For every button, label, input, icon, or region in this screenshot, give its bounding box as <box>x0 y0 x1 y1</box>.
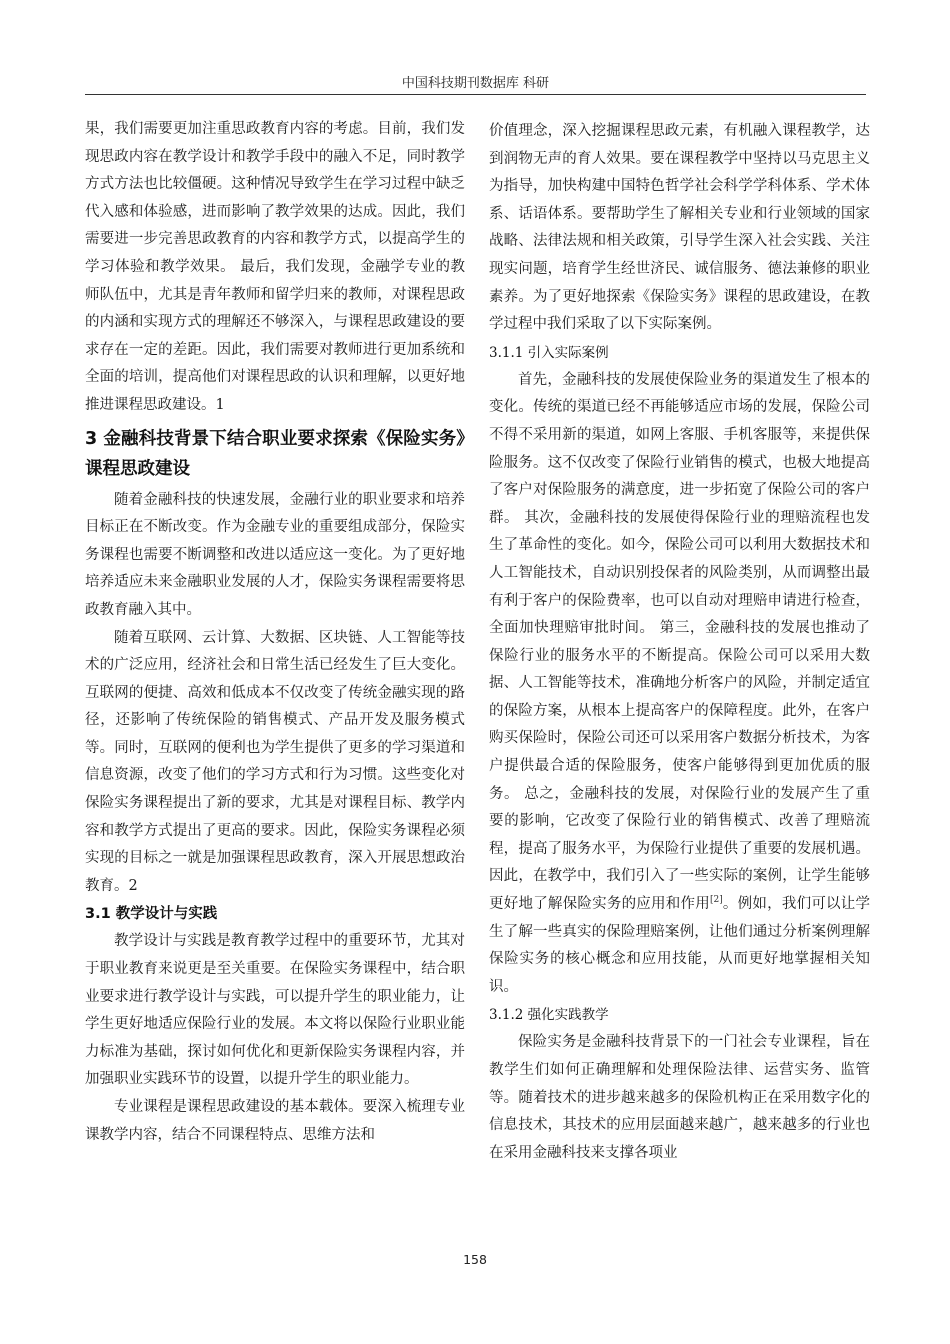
running-header: 中国科技期刊数据库 科研 <box>401 76 550 91</box>
citation-ref: [2] <box>709 895 723 906</box>
paragraph: 价值理念，深入挖掘课程思政元素，有机融入课程教学，达到润物无声的育人效果。要在课程教学中坚持以马克思主义为指导，加快构建中国特色哲学社会科学学科体系、学术体系、话语体系。要帮助学生了解相关专业和行业领域的国家战略、法律法规和相关政策，引导学生深入社会实践、关注现实问题，培育学生经世济民、诚信服务、德法兼修的职业素养。为了更好地探索《保险实务》课程的思政建设，在教学过程中我们采取了以下实际案例。 <box>489 123 870 333</box>
paragraph-text: 。例如，我们可以让学生了解一些真实的保险理赔案例，让他们通过分析案例理解保险实务的核心概念和应用技能，从而更好地掌握相关知识。 <box>489 896 871 995</box>
paragraph: 专业课程是课程思政建设的基本载体。要深入梳理专业课教学内容，结合不同课程特点、思维方法和 <box>85 1099 465 1143</box>
paragraph <box>489 367 870 1002</box>
paragraph: 随着互联网、云计算、大数据、区块链、人工智能等技术的广泛应用，经济社会和日常生活已经发生了巨大变化。互联网的便捷、高效和低成本不仅改变了传统金融实现的路径，还影响了传统保险的销售模式、产品开发及服务模式等。同时，互联网的便利也为学生提供了更多的学习渠道和信息资源，改变了他们的学习方式和行为习惯。这些变化对保险实务课程提出了新的要求，尤其是对课程目标、教学内容和教学方式提出了更高的要求。因此，保险实务课程必须实现的目标之一就是加强课程思政教育，深入开展思想政治教育。2 <box>85 629 465 894</box>
section-heading-3-1-1: 3.1.1 引入实际案例 <box>489 344 609 361</box>
paragraph-text: 首先，金融科技的发展使保险业务的渠道发生了根本的变化。传统的渠道已经不再能够适应市场的发展，保险公司不得不采用新的渠道，如网上客服、手机客服等，来提供保险服务。这不仅改变了保险行业销售的模式，也极大地提高了客户对保险服务的满意度，进一步拓宽了保险公司的客户群。 其次，金融科技的发展使得保险行业的理赔流程也发生了革命性的变化。如今，保险公司可以利用大数据技术和人工智能技术，自动识别投保者的风险类别，从而调整出最有利于客户的保险费率，也可以自动对理赔申请进行检查，全面加快理赔审批时间。 第三，金融科技的发展也推动了保险行业的服务水平的不断提高。保险公司可以采用大数据、人工智能等技术，准确地分析客户的风险，并制定适宜的保险方案，从根本上提高客户的保障程度。此外，在客户购买保险时，保险公司还可以采用客户数据分析技术，为客户提供最合适的保险服务，使客户能够得到更加优质的服务。 总之，金融科技的发展，对保险行业的发展产生了重要的影响，它改变了保险行业的销售模式、改善了理赔流程，提高了服务水平，为保险行业提供了重要的发展机遇。因此，在教学中，我们引入了一些实际的案例，让学生能够更好地了解保险实务的应用和作用 <box>489 371 870 913</box>
paragraph: 果，我们需要更加注重思政教育内容的考虑。目前，我们发现思政内容在教学设计和教学手段中的融入不足，同时教学方式方法也比较僵硬。这种情况导致学生在学习过程中缺乏代入感和体验感，进而影响了教学效果的达成。因此，我们需要进一步完善思政教育的内容和教学方式，以提高学生的学习体验和教学效果。 最后，我们发现，金融学专业的教师队伍中，尤其是青年教师和留学归来的教师，对课程思政的内涵和实现方式的理解还不够深入，与课程思政建设的要求存在一定的差距。因此，我们需要对教师进行更加系统和全面的培训，提高他们对课程思政的认识和理解，以更好地推进课程思政建设。1 <box>85 121 465 413</box>
paragraph: 教学设计与实践是教育教学过程中的重要环节，尤其对于职业教育来说更是至关重要。在保险实务课程中，结合职业要求进行教学设计与实践，可以提升学生的职业能力，让学生更好地适应保险行业的发展。本文将以保险行业职业能力标准为基础，探讨如何优化和更新保险实务课程内容，并加强职业实践环节的设置，以提升学生的职业能力。 <box>85 933 465 1088</box>
section-heading-3: 3 金融科技背景下结合职业要求探索《保险实务》课程思政建设 <box>85 428 465 479</box>
left-column <box>85 116 465 1149</box>
page-number: 158 <box>463 1252 487 1267</box>
paragraph: 随着金融科技的快速发展，金融行业的职业要求和培养目标正在不断改变。作为金融专业的重要组成部分，保险实务课程也需要不断调整和改进以适应这一变化。为了更好地培养适应未来金融职业发展的人才，保险实务课程需要将思政教育融入其中。 <box>85 491 465 618</box>
section-heading-3-1-2: 3.1.2 强化实践教学 <box>489 1007 609 1024</box>
paragraph: 保险实务是金融科技背景下的一门社会专业课程，旨在教学生们如何正确理解和处理保险法律、运营实务、监管等。随着技术的进步越来越多的保险机构正在采用数字化的信息技术，其技术的应用层面越来越广，越来越多的行业也在采用金融科技来支撑各项业 <box>489 1034 870 1161</box>
right-column <box>489 118 870 1167</box>
header-divider <box>85 94 866 95</box>
section-heading-3-1: 3.1 教学设计与实践 <box>85 906 218 923</box>
